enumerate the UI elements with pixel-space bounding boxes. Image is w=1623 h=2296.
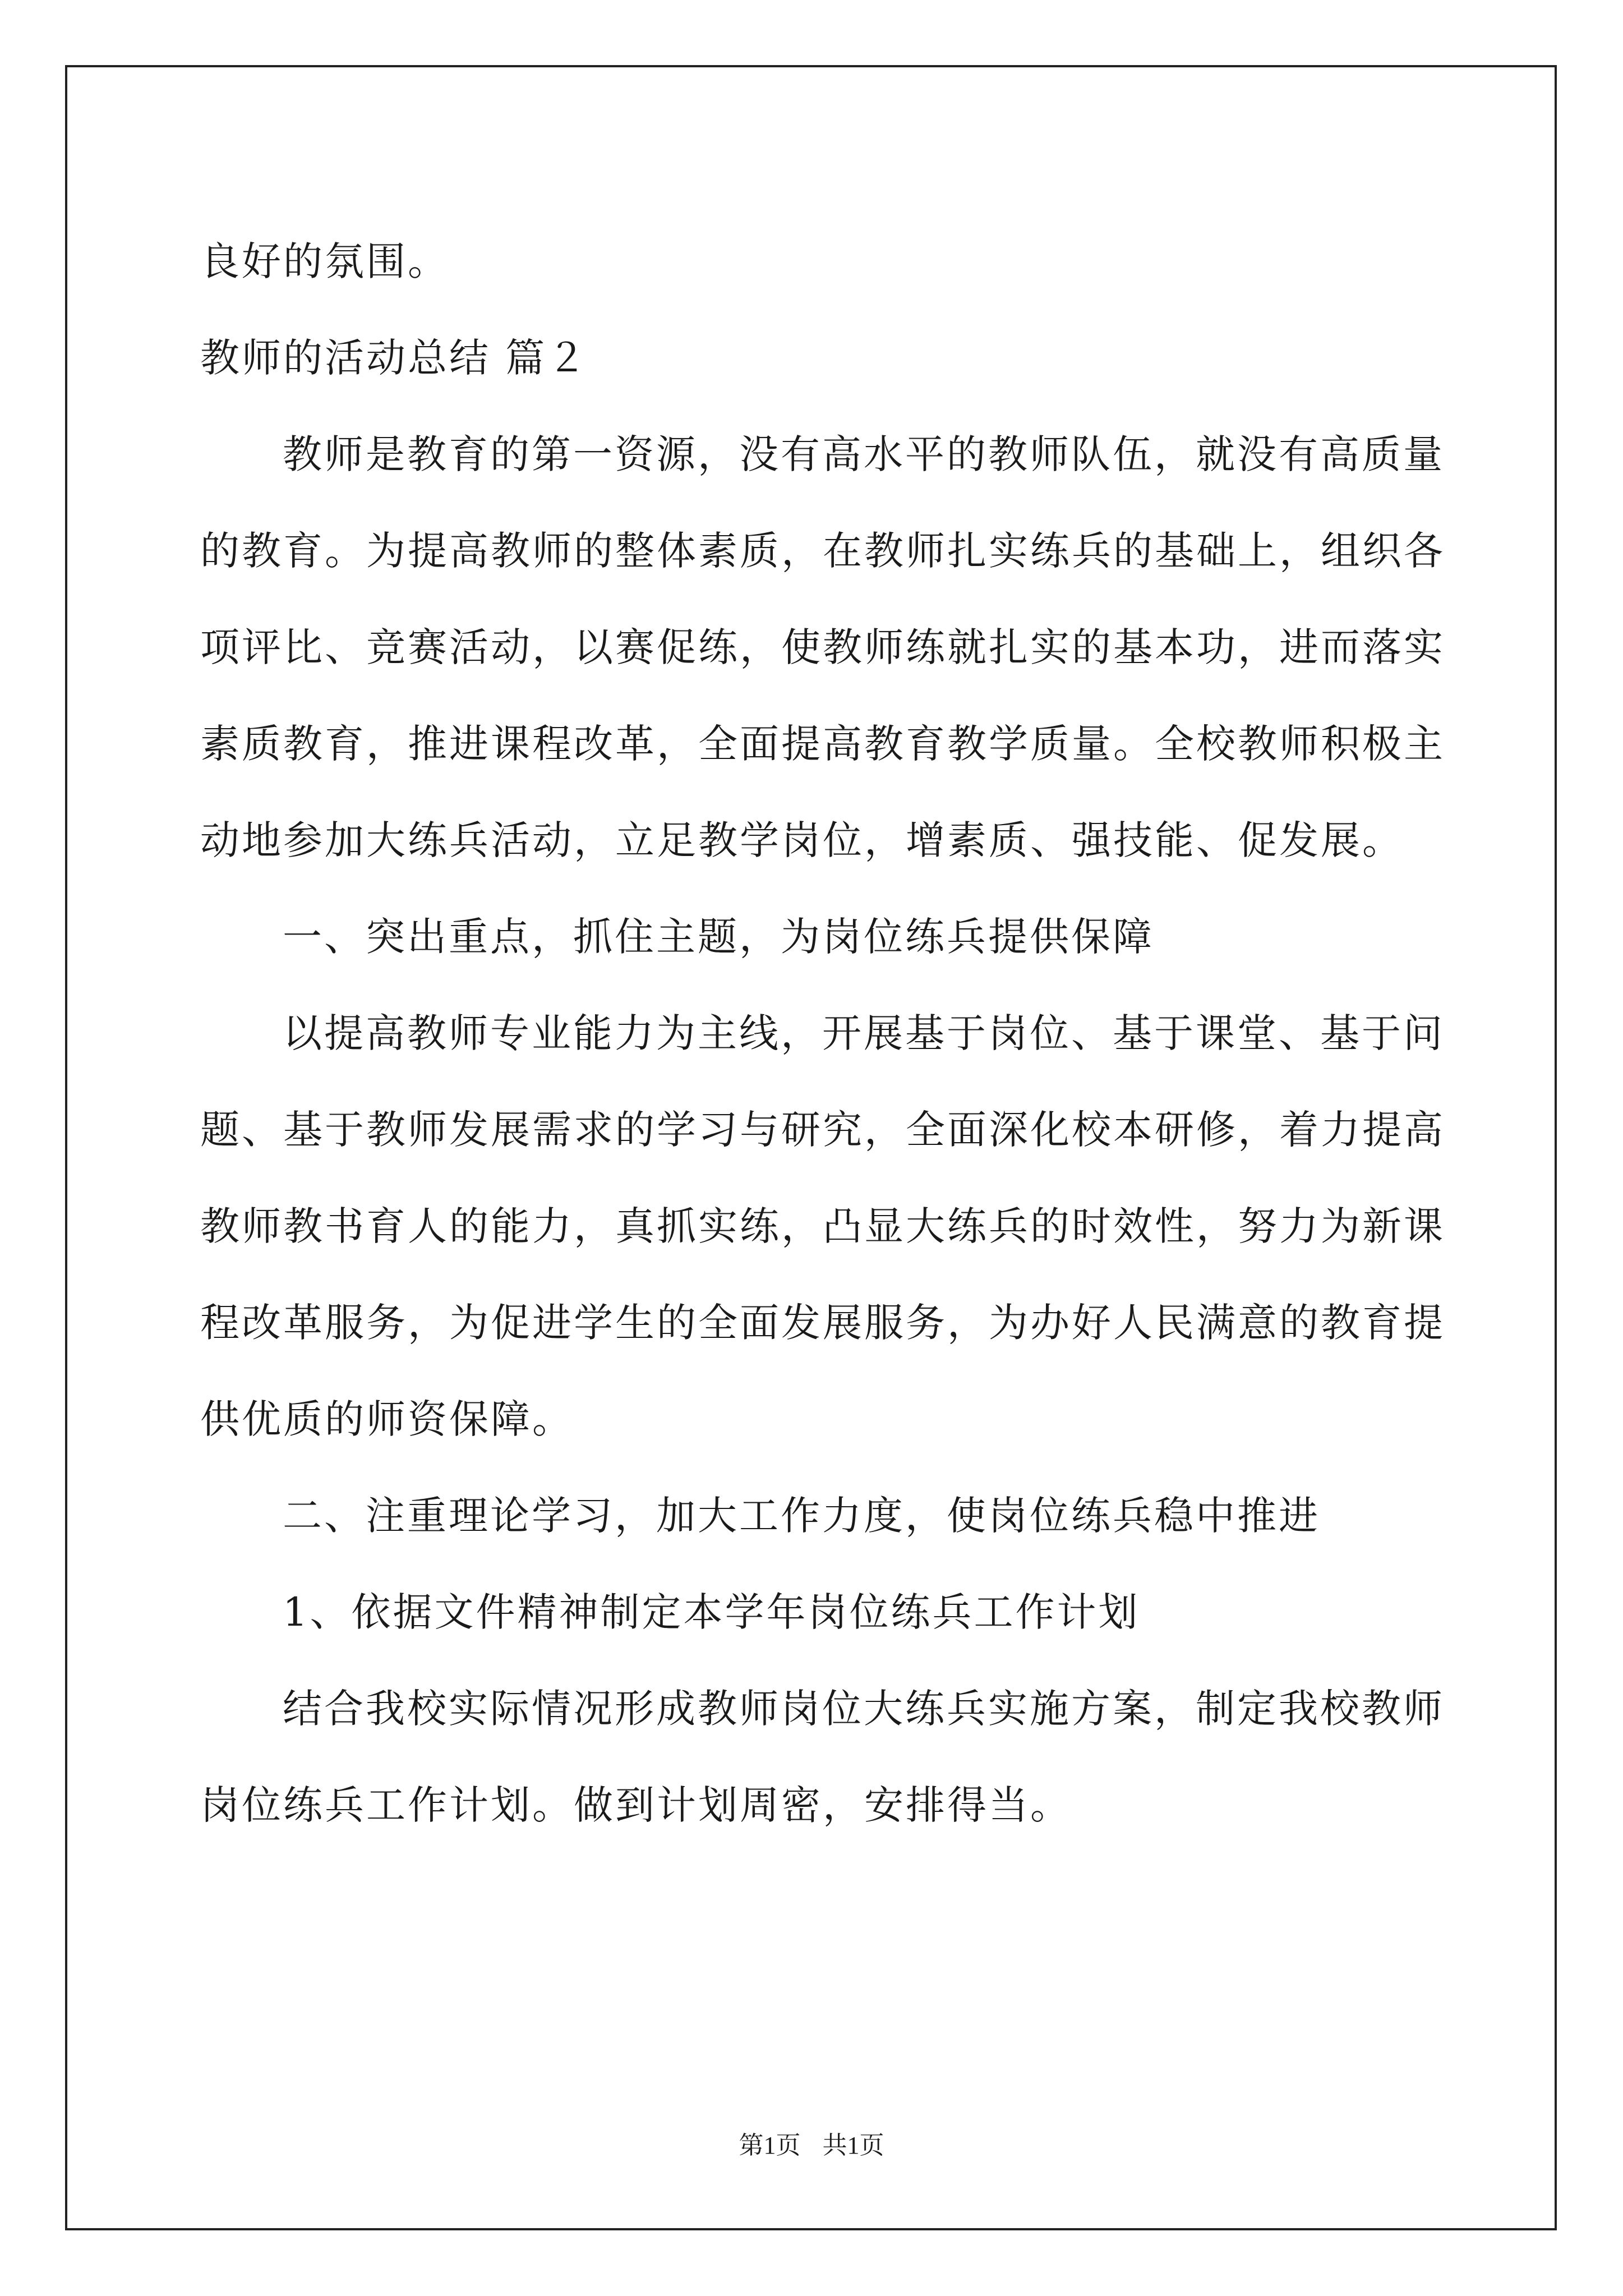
text-line: 以提高教师专业能力为主线，开展基于岗位、基于课堂、基于问 <box>283 1010 1445 1056</box>
text-line: 岗位练兵工作计划。做到计划周密，安排得当。 <box>200 1782 1072 1828</box>
text-line: 供优质的师资保障。 <box>200 1396 574 1442</box>
text-line: 的教育。为提高教师的整体素质，在教师扎实练兵的基础上，组织各 <box>200 528 1445 574</box>
text-line: 程改革服务，为促进学生的全面发展服务，为办好人民满意的教育提 <box>200 1300 1445 1346</box>
text-line: 动地参加大练兵活动，立足教学岗位，增素质、强技能、促发展。 <box>200 817 1404 863</box>
text-line: 教师是教育的第一资源，没有高水平的教师队伍，就没有高质量 <box>283 431 1445 477</box>
page-footer <box>0 2129 1623 2162</box>
text-line: 题、基于教师发展需求的学习与研究，全面深化校本研修，着力提高 <box>200 1107 1445 1153</box>
text-line: 良好的氛围。 <box>200 238 449 284</box>
text-line: 素质教育，推进课程改革，全面提高教育教学质量。全校教师积极主 <box>200 721 1445 767</box>
subheading-line: 二、注重理论学习，加大工作力度，使岗位练兵稳中推进 <box>283 1493 1320 1539</box>
subheading-line: 1、依据文件精神制定本学年岗位练兵工作计划 <box>283 1589 1140 1635</box>
text-line: 教师教书育人的能力，真抓实练，凸显大练兵的时效性，努力为新课 <box>200 1203 1445 1249</box>
text-line: 结合我校实际情况形成教师岗位大练兵实施方案，制定我校教师 <box>283 1686 1445 1732</box>
page-number-current: 第1页 <box>739 2132 801 2159</box>
section-heading: 教师的活动总结 篇２ <box>200 335 589 381</box>
text-line: 项评比、竞赛活动，以赛促练，使教师练就扎实的基本功，进而落实 <box>200 624 1445 670</box>
document-body <box>200 213 1445 1853</box>
page-number-total: 共1页 <box>822 2132 884 2159</box>
subheading-line: 一、突出重点，抓住主题，为岗位练兵提供保障 <box>283 914 1154 960</box>
